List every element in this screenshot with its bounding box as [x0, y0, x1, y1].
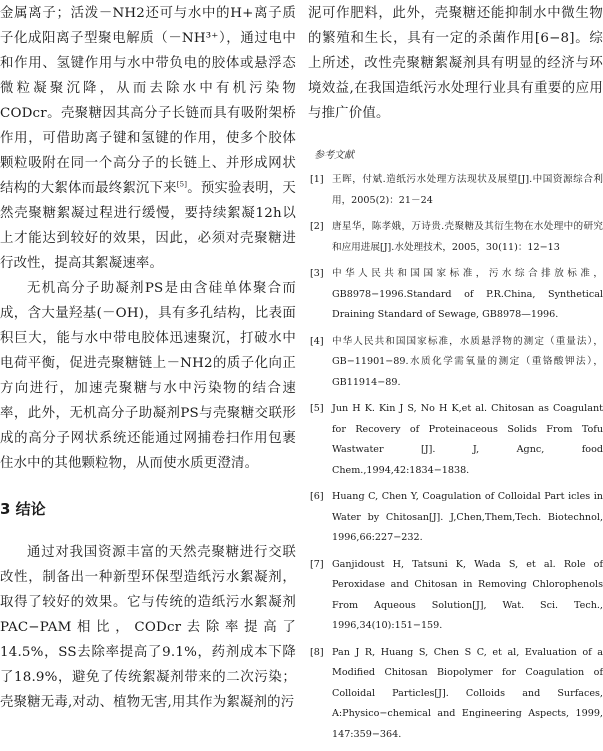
body-paragraph-conclusion: 通过对我国资源丰富的天然壳聚糖进行交联改性，制备出一种新型环保型造纸污水絮凝剂，取得了较好的效果。它与传统的造纸污水絮凝剂PAC−PAM相比，CODcr去除率提高了14.5%，SS去除率提高了9.1%，药剂成本下降了18.9%，避免了传统絮凝剂带来的二次污染；壳聚糖无毒,对动、植物无害,用其作为絮凝剂的污: [0, 545, 296, 710]
reference-list: [308, 170, 603, 745]
reference-item: [308, 332, 603, 394]
reference-item: [308, 399, 603, 481]
body-paragraph-coagulant-aid: 无机高分子助凝剂PS是由含硅单体聚合而成，含大量羟基(－OH)，具有多孔结构，比表面积巨大，能与水中带电胶体迅速聚沉，打破水中电荷平衡，促进壳聚糖链上－NH2的质子化向正方向进行，加速壳聚糖与水中污染物的结合速率，此外，无机高分子助凝剂PS与壳聚糖交联形成的高分子网状系统还能通过网捕卷扫作用包裹住水中的其他颗粒物，从而使水质更澄清。: [0, 281, 296, 471]
references-heading: 参考文献: [314, 150, 354, 161]
reference-text: Huang C, Chen Y, Coagulation of Colloidal Part icles in Water by Chitosan[J]. J,Chen,Them,Tech. Biotechnol, 1996,66:227−232.: [332, 491, 603, 543]
reference-text: Jun H K. Kin J S, No H K,et al. Chitosan as Coagulant for Recovery of Proteinaceous Solids From Tofu Wastwater [J]. J, Agnc, food Chem.,1994,42:1834−1838.: [332, 403, 603, 476]
section-heading-conclusion: 3 结论: [0, 500, 46, 518]
reference-number: [3]: [310, 268, 324, 279]
reference-item: [308, 264, 603, 326]
reference-number: [4]: [310, 335, 324, 347]
left-column: [0, 0, 296, 715]
reference-item: [308, 217, 603, 258]
reference-item: [308, 555, 603, 637]
body-paragraph-mechanism: [0, 1, 296, 276]
paragraph-text-tail: 。预实验表明，天然壳聚糖絮凝过程进行缓慢，要持续絮凝12h以上才能达到较好的效果，因此，必须对壳聚糖进行改性，提高其絮凝速率。: [0, 181, 296, 271]
reference-item: [308, 487, 603, 549]
reference-number: [2]: [310, 221, 324, 232]
reference-text: 中华人民共和国国家标准，污水综合排放标准，GB8978−1996.Standard of P.R.China, Synthetical Draining Standard of Sewage, GB8978—1996.: [332, 268, 603, 320]
reference-text: Pan J R, Huang S, Chen S C, et al, Evaluation of a Modified Chitosan Biopolymer for Coagulation of Colloidal Particles[J]. Colloids and Surfaces, A:Physico−chemical and Engineering Aspects, 1999, 147:359−364.: [332, 646, 603, 740]
citation-marker: [5]: [176, 180, 188, 189]
reference-number: [1]: [310, 174, 324, 185]
reference-number: [7]: [310, 558, 324, 570]
body-paragraph-conclusion-continued: 泥可作肥料，此外，壳聚糖还能抑制水中微生物的繁殖和生长，具有一定的杀菌作用[6−8]。综上所述，改性壳聚糖絮凝剂具有明显的经济与环境效益,在我国造纸污水处理行业具有重要的应用与推广价值。: [308, 6, 603, 121]
reference-text: 王晖，付斌.造纸污水处理方法现状及展望[J].中国资源综合利用，2005(2)：21－24: [332, 174, 603, 206]
reference-text: 唐星华，陈孝娥，万诗贵.壳聚糖及其衍生物在水处理中的研究和应用进展[J].水处理技术，2005，30(11)：12−13: [332, 221, 603, 253]
reference-number: [8]: [310, 646, 324, 658]
reference-item: [308, 170, 603, 211]
reference-text: 中华人民共和国国家标准，水质悬浮物的测定（重量法），GB−11901−89.水质化学需氧量的测定（重铬酸钾法），GB11914−89.: [332, 335, 603, 388]
reference-item: [308, 643, 603, 746]
reference-text: Ganjidoust H, Tatsuni K, Wada S, et al. Role of Peroxidase and Chitosan in Removing Chlorophenols From Aqueous Solution[J], Wat. Sci. Tech., 1996,34(10):151−159.: [332, 558, 603, 631]
reference-number: [5]: [310, 403, 324, 414]
paragraph-text: 金属离子；活泼－NH2还可与水中的H+离子质子化成阳离子型聚电解质（－NH³⁺），通过电中和作用、氢键作用与水中带负电的胶体或悬浮态微粒凝聚沉降，从而去除水中有机污染物CODcr。壳聚糖因其高分子长链而具有吸附架桥作用，可借助离子键和氢键的作用，使多个胶体颗粒吸附在同一个高分子的长链上、并形成网状结构的大絮体而最终絮沉下来: [0, 6, 296, 196]
right-column: [308, 0, 603, 751]
reference-number: [6]: [310, 491, 324, 502]
